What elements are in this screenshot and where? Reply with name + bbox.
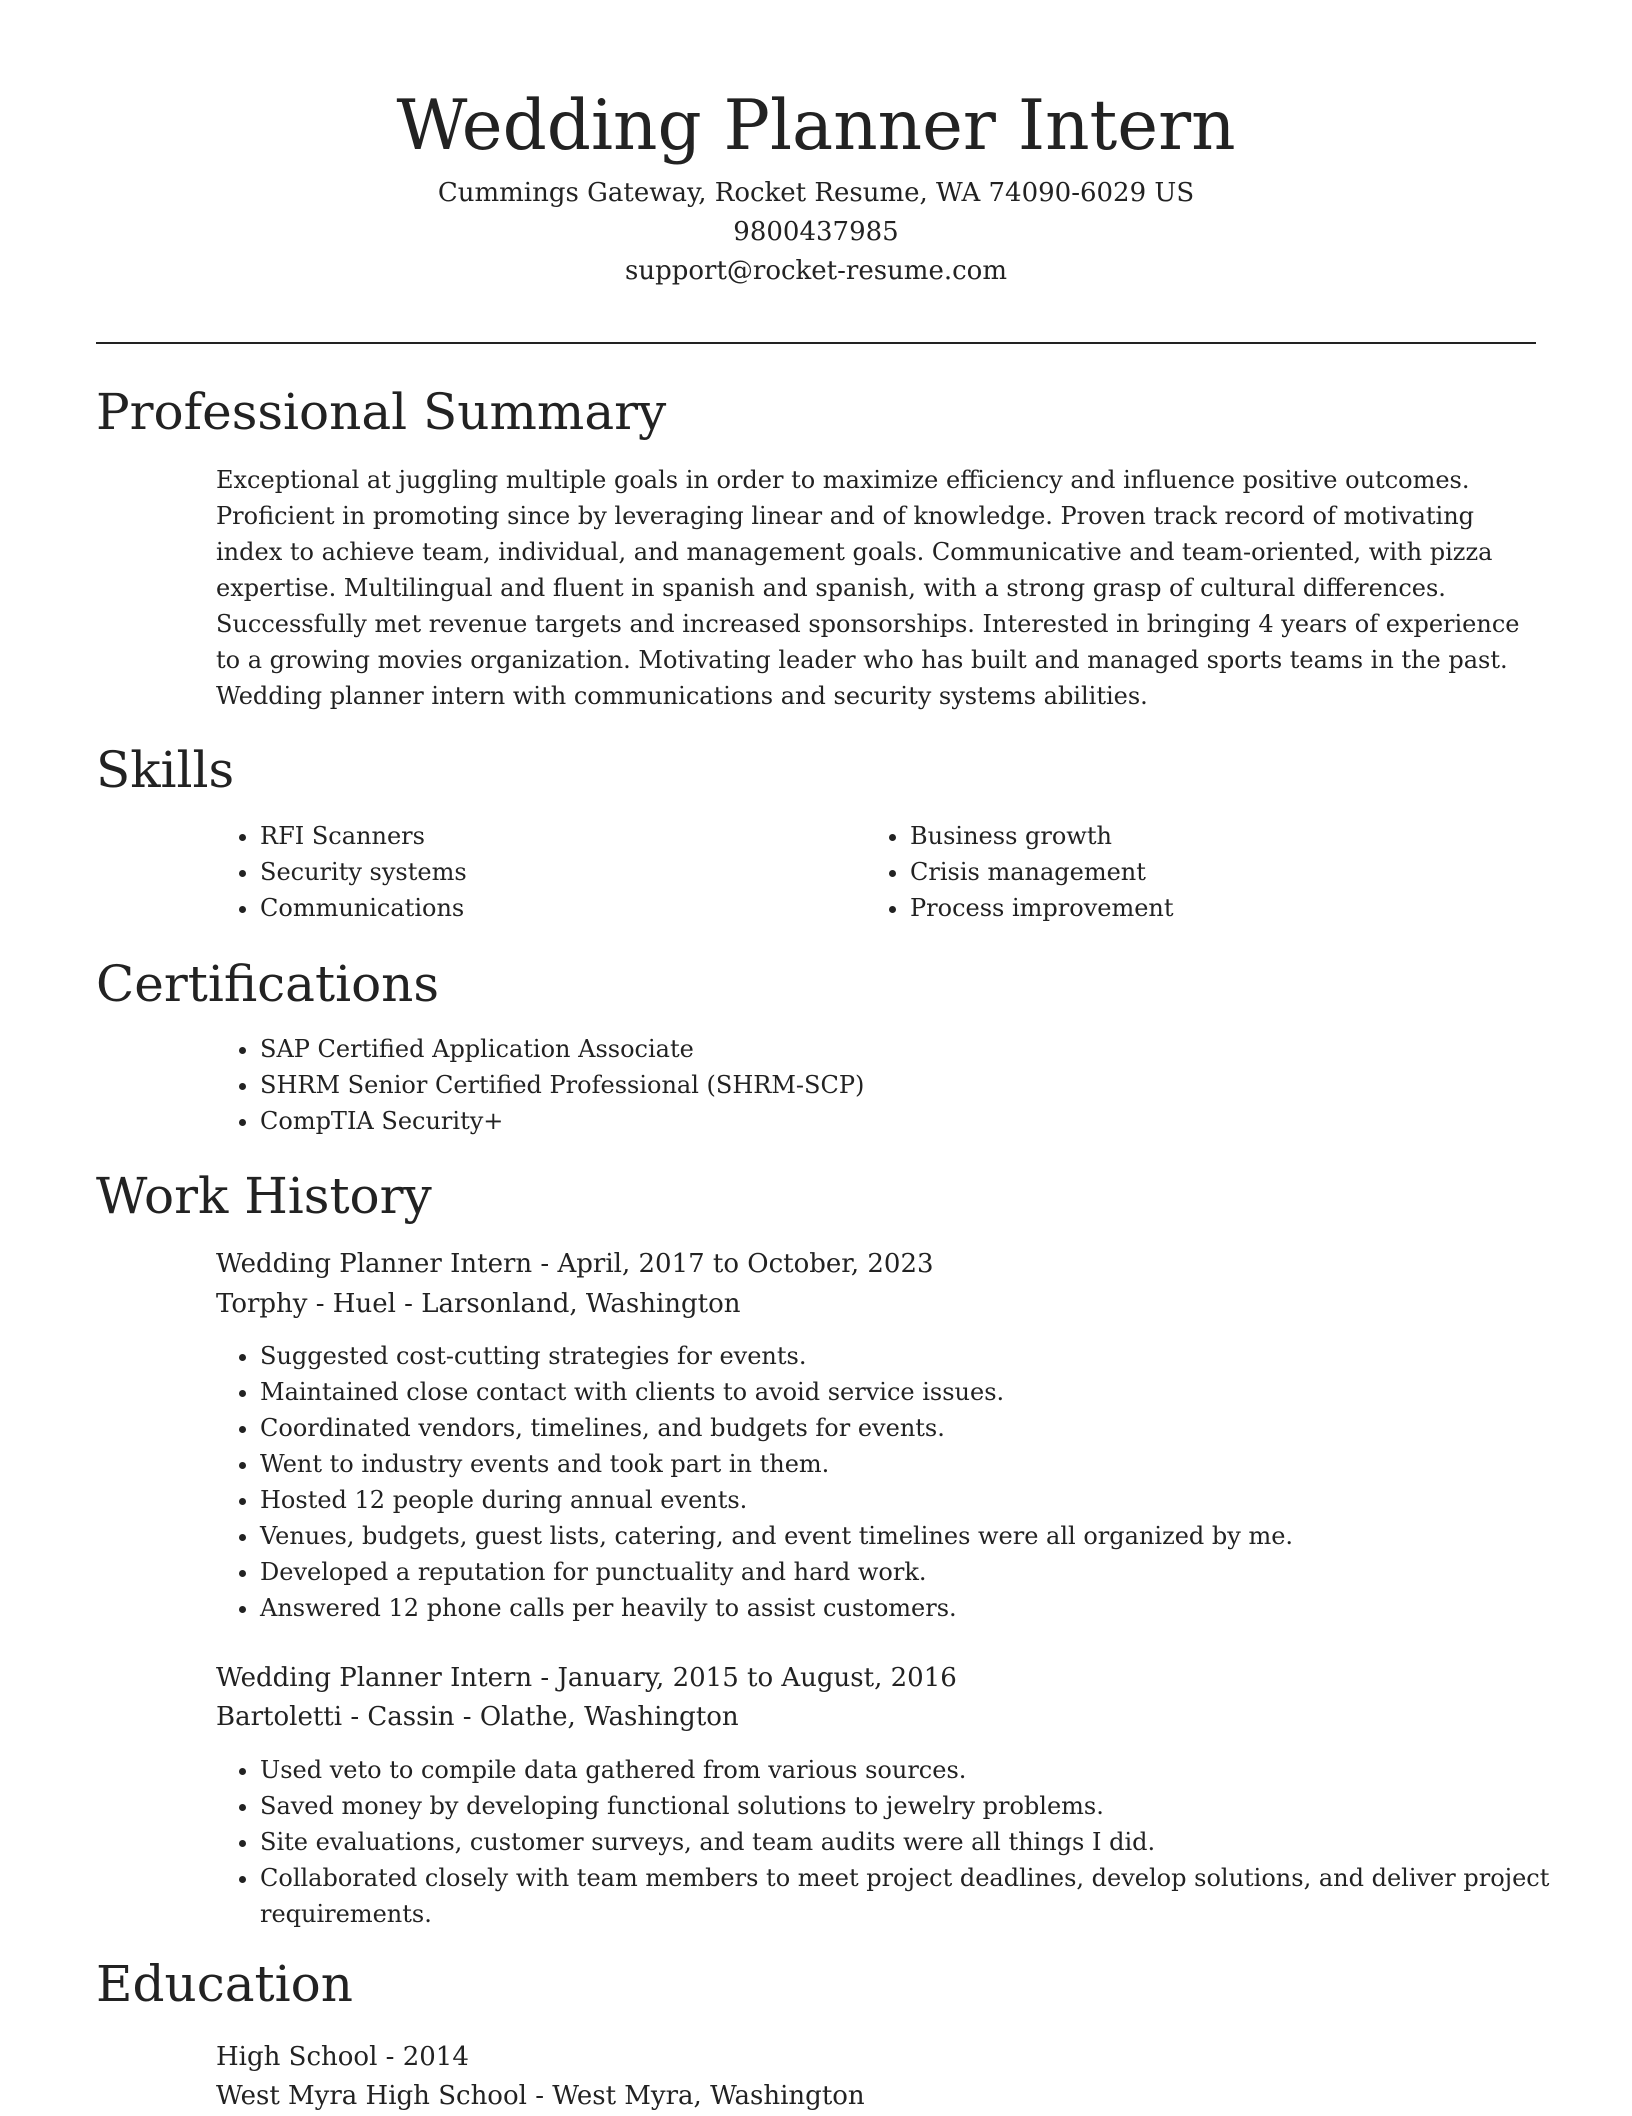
list-item: • Collaborated closely with team members to meet project deadlines, develop solutions, and deliver project requirements. [260, 1860, 1580, 1932]
list-item: • Developed a reputation for punctuality and hard work. [260, 1554, 1580, 1590]
job-position: Wedding Planner Intern [216, 1249, 533, 1279]
address: Cummings Gateway, Rocket Resume, WA 74090-6029 US [437, 178, 1195, 208]
resume-header [0, 78, 1632, 291]
header-divider [96, 342, 1536, 344]
list-item: • Went to industry events and took part in them. [260, 1446, 1580, 1482]
education-school: West Myra High School [216, 2081, 527, 2111]
list-item: • Business growth [910, 818, 1510, 854]
skills-list-right [866, 818, 1510, 926]
job-dates: - January, 2015 to August, 2016 [532, 1663, 957, 1693]
list-item: • Hosted 12 people during annual events. [260, 1482, 1580, 1518]
job-duties-list [216, 1752, 1580, 1932]
job-duties-list [216, 1338, 1580, 1626]
list-item: • SAP Certified Application Associate [260, 1031, 1580, 1067]
list-item: • SHRM Senior Certified Professional (SHRM-SCP) [260, 1067, 1580, 1103]
list-item: • Security systems [260, 854, 860, 890]
candidate-name: Wedding Planner Intern [396, 86, 1236, 166]
education-degree: High School [216, 2042, 378, 2072]
skills-list-left [216, 818, 860, 926]
summary-heading: Professional Summary [96, 383, 667, 441]
summary-text: Exceptional at juggling multiple goals in order to maximize efficiency and influence positive outcomes. Proficient in promoting since by leveraging linear and of knowledge. Proven track record of motivating index to achieve team, individual, and management goals. Communicative and team-oriented, with pizza expertise. Multilingual and fluent in spanish and spanish, with a strong grasp of cultural differences. Successfully met revenue targets and increased sponsorships. Interested in bringing 4 years of experience to a growing movies organization. Motivating leader who has built and managed sports teams in the past. Wedding planner intern with communications and security systems abilities. [216, 466, 1520, 710]
list-item: • CompTIA Security+ [260, 1103, 1580, 1139]
list-item: • Suggested cost-cutting strategies for events. [260, 1338, 1580, 1374]
list-item: • Communications [260, 890, 860, 926]
certifications-heading: Certifications [96, 955, 440, 1013]
phone: 9800437985 [733, 217, 899, 247]
list-item: • Saved money by developing functional solutions to jewelry problems. [260, 1788, 1580, 1824]
email: support@rocket-resume.com [624, 256, 1007, 286]
education-year: - 2014 [377, 2042, 469, 2072]
job-dates: - April, 2017 to October, 2023 [532, 1249, 934, 1279]
job-title-line [216, 1659, 957, 1698]
list-item: • Used veto to compile data gathered from various sources. [260, 1752, 1580, 1788]
certifications-list [216, 1031, 1580, 1139]
list-item: • Venues, budgets, guest lists, catering, and event timelines were all organized by me. [260, 1518, 1580, 1554]
job-title-line [216, 1245, 934, 1284]
job-company: Bartoletti - Cassin [216, 1702, 455, 1732]
list-item: • Answered 12 phone calls per heavily to assist customers. [260, 1590, 1580, 1626]
skills-heading: Skills [96, 741, 235, 799]
list-item: • Site evaluations, customer surveys, and team audits were all things I did. [260, 1824, 1580, 1860]
work-history-heading: Work History [96, 1167, 432, 1225]
job-company-line [216, 1285, 741, 1324]
list-item: • Coordinated vendors, timelines, and budgets for events. [260, 1410, 1580, 1446]
list-item: • Maintained close contact with clients to avoid service issues. [260, 1374, 1580, 1410]
education-location: - West Myra, Washington [526, 2081, 865, 2111]
list-item: • RFI Scanners [260, 818, 860, 854]
education-degree-line [216, 2038, 469, 2077]
job-position: Wedding Planner Intern [216, 1663, 533, 1693]
list-item: • Crisis management [910, 854, 1510, 890]
list-item: • Process improvement [910, 890, 1510, 926]
job-company-line [216, 1698, 739, 1737]
job-location: - Larsonland, Washington [395, 1289, 741, 1319]
education-school-line [216, 2077, 865, 2116]
job-location: - Olathe, Washington [454, 1702, 739, 1732]
education-heading: Education [96, 1955, 353, 2013]
job-company: Torphy - Huel [216, 1289, 396, 1319]
